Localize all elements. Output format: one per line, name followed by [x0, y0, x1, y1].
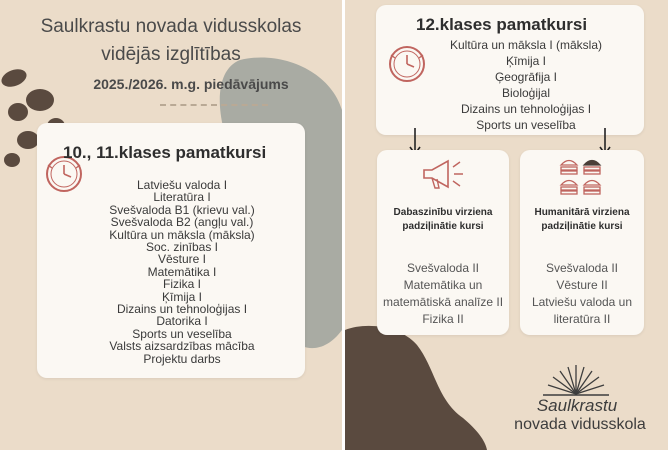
list-item: Vēsture II [556, 278, 608, 292]
list-item: Latviešu valoda I [136, 178, 228, 192]
list-item: Matemātika un [403, 278, 483, 292]
list-item: Vēsture I [157, 252, 207, 267]
grade-12-title: 12.klases pamatkursi [416, 15, 588, 34]
list-item: Valsts aizsardzības mācība [109, 339, 255, 354]
list-item: Dizains un tehnoloģijas I [460, 102, 592, 116]
sunrise-logo-icon [543, 362, 609, 396]
list-item: Kultūra un māksla (māksla) [109, 227, 255, 242]
science-direction-title-line-1: Dabaszinību virziena [393, 207, 493, 218]
dark-blob-shape [345, 326, 487, 450]
school-year-subtitle: 2025./2026. m.g. piedāvājums [93, 76, 289, 92]
humanities-direction-title-line-2: padziļinātie kursi [541, 221, 623, 232]
dark-dot-shape [4, 153, 20, 167]
humanities-direction-card [520, 150, 644, 335]
list-item: Datorika I [156, 314, 208, 329]
list-item: Ķīmija I [505, 54, 546, 68]
list-item: Fizika II [422, 312, 464, 326]
grade-10-11-title: 10., 11.klases pamatkursi [63, 143, 267, 162]
humanities-course-list [520, 260, 644, 328]
list-item: Ģeogrāfija I [494, 70, 558, 84]
list-item: Matemātika I [147, 264, 217, 279]
page-title-line-2: vidējās izglītības [101, 44, 241, 65]
list-item: Sports un veselība [476, 118, 576, 132]
grade-12-course-list [426, 37, 626, 133]
megaphone-icon [418, 156, 468, 194]
dashed-divider [160, 104, 268, 106]
humanities-direction-title-line-1: Humanitārā virziena [534, 207, 630, 218]
list-item: Literatūra I [153, 190, 211, 205]
science-direction-card [377, 150, 509, 335]
list-item: Sports un veselība [132, 326, 232, 341]
list-item: Dizains un tehnoloģijas I [116, 302, 248, 317]
science-course-list [377, 260, 509, 328]
page-title-line-1: Saulkrastu novada vidusskolas [40, 16, 302, 37]
list-item: Svešvaloda II [406, 261, 480, 275]
list-item: Bioloģijal [501, 86, 551, 100]
list-item: Fizika I [162, 277, 201, 292]
right-panel [345, 0, 668, 450]
dark-dot-shape [17, 131, 39, 149]
list-item: Soc. zinības I [145, 240, 219, 255]
burgers-icon [558, 155, 606, 195]
list-item: literatūra II [553, 312, 611, 326]
list-item: Svešvaloda B2 (angļu val.) [110, 215, 254, 230]
list-item: Kultūra un māksla I (māksla) [449, 38, 603, 52]
clock-icon [386, 43, 428, 85]
logo-text-line-2: novada vidusskola [514, 416, 646, 433]
grade-12-card [376, 5, 644, 135]
list-item: Projektu darbs [143, 351, 221, 366]
grade-10-11-course-list [67, 179, 297, 365]
list-item: Svešvaloda II [545, 261, 619, 275]
list-item: Latviešu valoda un [531, 295, 633, 309]
dark-dot-shape [8, 103, 28, 121]
list-item: Svešvaloda B1 (krievu val.) [109, 202, 255, 217]
list-item: matemātiskā analīze II [382, 295, 504, 309]
dark-dot-shape [26, 89, 54, 111]
science-direction-title-line-2: padziļinātie kursi [402, 221, 484, 232]
list-item: Ķīmija I [161, 289, 202, 304]
grade-10-11-card [37, 123, 305, 378]
logo-text-line-1: Saulkrastu [536, 396, 618, 415]
